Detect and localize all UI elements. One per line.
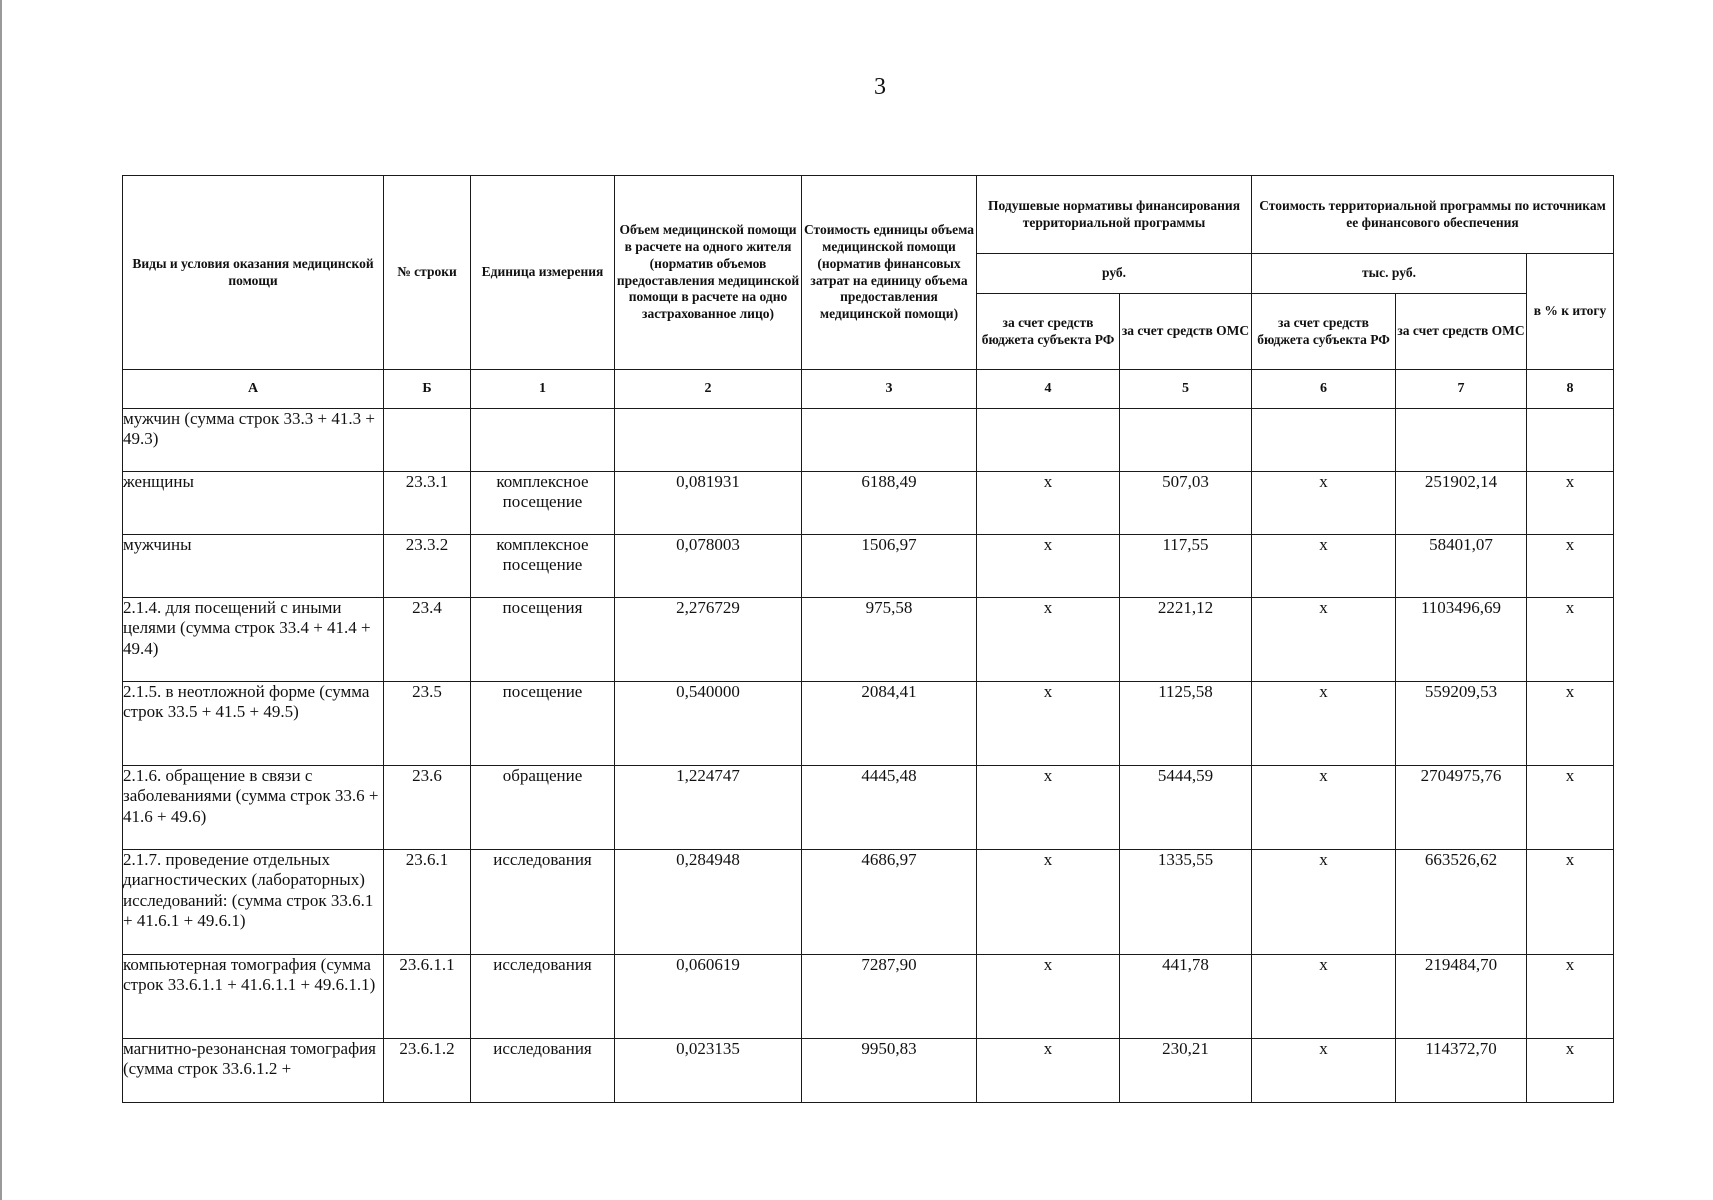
row-volume: 0,081931: [615, 472, 802, 535]
column-number: 8: [1527, 370, 1614, 409]
row-budget-thousand: х: [1252, 682, 1396, 766]
column-number: Б: [384, 370, 471, 409]
row-oms-rub: 441,78: [1120, 955, 1252, 1039]
row-unit-cost: 7287,90: [802, 955, 977, 1039]
row-name: мужчин (сумма строк 33.3 + 41.3 + 49.3): [123, 409, 384, 472]
row-line-number: 23.6.1: [384, 850, 471, 955]
row-name: 2.1.4. для посещений с иными целями (сумма строк 33.4 + 41.4 + 49.4): [123, 598, 384, 682]
row-budget-thousand: х: [1252, 598, 1396, 682]
row-name: мужчины: [123, 535, 384, 598]
row-budget-rub: х: [977, 1039, 1120, 1103]
column-number: 7: [1396, 370, 1527, 409]
row-oms-thousand: [1396, 409, 1527, 472]
row-oms-thousand: 114372,70: [1396, 1039, 1527, 1103]
table-row: [123, 955, 1614, 1039]
row-oms-rub: 2221,12: [1120, 598, 1252, 682]
row-oms-rub: [1120, 409, 1252, 472]
row-percent: х: [1527, 850, 1614, 955]
row-percent: х: [1527, 766, 1614, 850]
table-row: [123, 850, 1614, 955]
row-unit-cost: 1506,97: [802, 535, 977, 598]
row-oms-thousand: 58401,07: [1396, 535, 1527, 598]
row-budget-rub: х: [977, 955, 1120, 1039]
row-oms-thousand: 2704975,76: [1396, 766, 1527, 850]
row-oms-rub: 117,55: [1120, 535, 1252, 598]
report-table: [122, 175, 1614, 1103]
row-name: 2.1.7. проведение отдельных диагностических (лабораторных) исследований: (сумма строк 33.6.1 + 41.6.1 + 49.6.1): [123, 850, 384, 955]
row-unit: исследования: [471, 955, 615, 1039]
header-col-8: в % к итогу: [1527, 254, 1614, 370]
header-group-cost: Стоимость территориальной программы по источникам ее финансового обеспечения: [1252, 176, 1614, 254]
row-unit: посещение: [471, 682, 615, 766]
row-oms-rub: 1125,58: [1120, 682, 1252, 766]
column-number: 4: [977, 370, 1120, 409]
table-row: [123, 598, 1614, 682]
header-col-a: Виды и условия оказания медицинской помощи: [123, 176, 384, 370]
row-unit: комплексное посещение: [471, 535, 615, 598]
row-budget-rub: х: [977, 766, 1120, 850]
row-unit: исследования: [471, 1039, 615, 1103]
row-unit-cost: 975,58: [802, 598, 977, 682]
table-body: [123, 409, 1614, 1103]
row-volume: 0,078003: [615, 535, 802, 598]
row-percent: х: [1527, 598, 1614, 682]
row-oms-thousand: 663526,62: [1396, 850, 1527, 955]
row-budget-rub: х: [977, 598, 1120, 682]
column-number: 5: [1120, 370, 1252, 409]
row-percent: х: [1527, 535, 1614, 598]
column-number: 3: [802, 370, 977, 409]
row-budget-rub: х: [977, 472, 1120, 535]
row-unit-cost: 6188,49: [802, 472, 977, 535]
row-line-number: 23.6.1.1: [384, 955, 471, 1039]
row-volume: 0,284948: [615, 850, 802, 955]
row-name: компьютерная томография (сумма строк 33.6.1.1 + 41.6.1.1 + 49.6.1.1): [123, 955, 384, 1039]
row-oms-thousand: 219484,70: [1396, 955, 1527, 1039]
header-unit-thousand-rub: тыс. руб.: [1252, 254, 1527, 294]
row-unit-cost: 4686,97: [802, 850, 977, 955]
row-budget-thousand: х: [1252, 766, 1396, 850]
row-volume: 1,224747: [615, 766, 802, 850]
table-row: [123, 409, 1614, 472]
header-group-per-capita: Подушевые нормативы финансирования территориальной программы: [977, 176, 1252, 254]
row-unit: комплексное посещение: [471, 472, 615, 535]
row-budget-thousand: х: [1252, 850, 1396, 955]
table-row: [123, 682, 1614, 766]
table-row: [123, 766, 1614, 850]
row-oms-thousand: 251902,14: [1396, 472, 1527, 535]
row-oms-rub: 5444,59: [1120, 766, 1252, 850]
row-oms-thousand: 559209,53: [1396, 682, 1527, 766]
row-oms-thousand: 1103496,69: [1396, 598, 1527, 682]
row-unit: [471, 409, 615, 472]
row-volume: 0,540000: [615, 682, 802, 766]
column-number: 1: [471, 370, 615, 409]
row-volume: [615, 409, 802, 472]
header-col-7: за счет средств ОМС: [1396, 294, 1527, 370]
row-oms-rub: 1335,55: [1120, 850, 1252, 955]
header-col-6: за счет средств бюджета субъекта РФ: [1252, 294, 1396, 370]
column-number: А: [123, 370, 384, 409]
table-row: [123, 472, 1614, 535]
row-oms-rub: 230,21: [1120, 1039, 1252, 1103]
row-line-number: 23.3.1: [384, 472, 471, 535]
table-header: [123, 176, 1614, 409]
scan-edge: [0, 0, 2, 1200]
row-name: 2.1.6. обращение в связи с заболеваниями (сумма строк 33.6 + 41.6 + 49.6): [123, 766, 384, 850]
row-unit: обращение: [471, 766, 615, 850]
row-percent: х: [1527, 955, 1614, 1039]
row-name: магнитно-резонансная томография (сумма строк 33.6.1.2 +: [123, 1039, 384, 1103]
row-line-number: 23.5: [384, 682, 471, 766]
row-name: женщины: [123, 472, 384, 535]
header-unit-rub: руб.: [977, 254, 1252, 294]
row-unit-cost: [802, 409, 977, 472]
row-unit-cost: 4445,48: [802, 766, 977, 850]
row-unit: посещения: [471, 598, 615, 682]
row-budget-rub: х: [977, 682, 1120, 766]
page-number: 3: [874, 74, 886, 100]
row-percent: х: [1527, 472, 1614, 535]
row-budget-thousand: [1252, 409, 1396, 472]
header-col-1: Единица измерения: [471, 176, 615, 370]
row-volume: 0,060619: [615, 955, 802, 1039]
header-col-2: Объем медицинской помощи в расчете на одного жителя (норматив объемов предоставления медицинской помощи в расчете на одно застрахованное лицо): [615, 176, 802, 370]
row-percent: [1527, 409, 1614, 472]
row-budget-rub: х: [977, 535, 1120, 598]
header-col-3: Стоимость единицы объема медицинской помощи (норматив финансовых затрат на единицу объема предоставления медицинской помощи): [802, 176, 977, 370]
row-budget-thousand: х: [1252, 1039, 1396, 1103]
row-line-number: [384, 409, 471, 472]
row-volume: 0,023135: [615, 1039, 802, 1103]
row-unit: исследования: [471, 850, 615, 955]
row-unit-cost: 2084,41: [802, 682, 977, 766]
row-budget-thousand: х: [1252, 472, 1396, 535]
table-row: [123, 535, 1614, 598]
row-oms-rub: 507,03: [1120, 472, 1252, 535]
row-unit-cost: 9950,83: [802, 1039, 977, 1103]
row-percent: х: [1527, 682, 1614, 766]
row-budget-rub: х: [977, 850, 1120, 955]
row-budget-rub: [977, 409, 1120, 472]
column-number: 6: [1252, 370, 1396, 409]
row-line-number: 23.6: [384, 766, 471, 850]
row-line-number: 23.3.2: [384, 535, 471, 598]
header-col-5: за счет средств ОМС: [1120, 294, 1252, 370]
table-row: [123, 1039, 1614, 1103]
row-line-number: 23.4: [384, 598, 471, 682]
column-number: 2: [615, 370, 802, 409]
header-col-b: № строки: [384, 176, 471, 370]
row-volume: 2,276729: [615, 598, 802, 682]
header-col-4: за счет средств бюджета субъекта РФ: [977, 294, 1120, 370]
row-percent: х: [1527, 1039, 1614, 1103]
row-line-number: 23.6.1.2: [384, 1039, 471, 1103]
column-number-row: [123, 370, 1614, 409]
row-budget-thousand: х: [1252, 535, 1396, 598]
row-name: 2.1.5. в неотложной форме (сумма строк 33.5 + 41.5 + 49.5): [123, 682, 384, 766]
row-budget-thousand: х: [1252, 955, 1396, 1039]
